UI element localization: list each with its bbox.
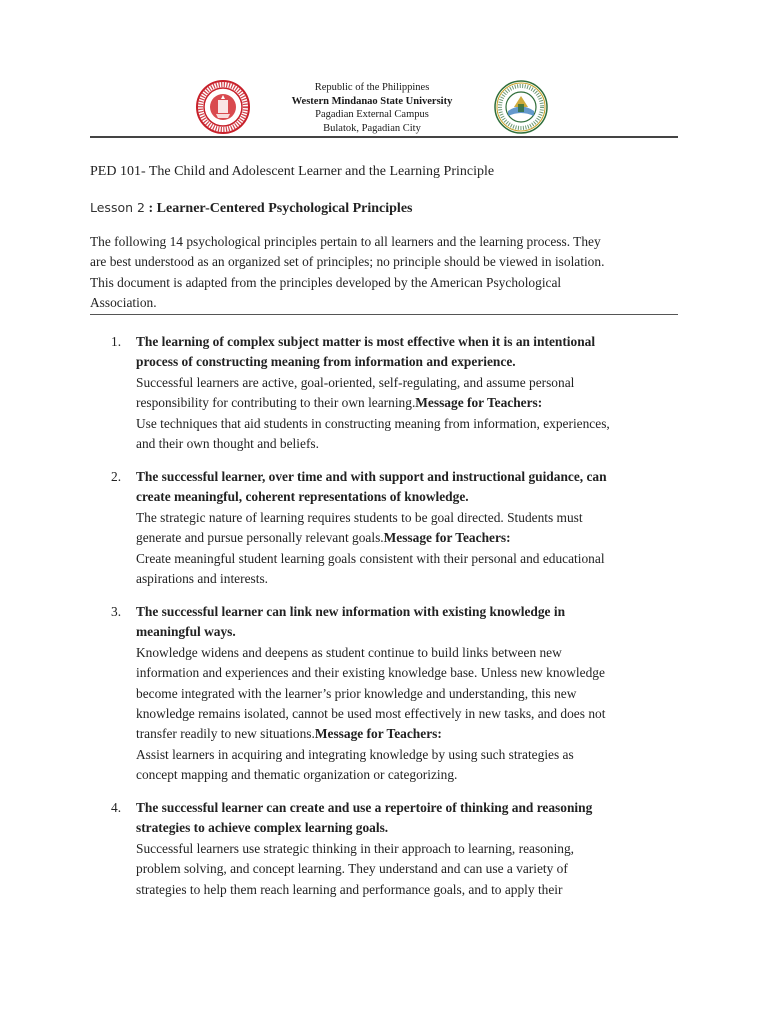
principle-text: transfer readily to new situations. (136, 726, 315, 742)
principle-text-line (136, 393, 676, 413)
principle-text: knowledge remains isolated, cannot be used most effectively in new tasks, and does not (136, 706, 606, 722)
lesson-heading (90, 200, 412, 217)
intro-line: This document is adapted from the principles developed by the American Psychological (90, 274, 562, 290)
message-for-teachers-label: Message for Teachers: (314, 726, 442, 742)
intro-line: Association. (90, 295, 157, 311)
university-header-text (250, 81, 494, 135)
intro-line: The following 14 psychological principles pertain to all learners and the learning process. They (90, 234, 601, 249)
principle-text-line (136, 528, 676, 548)
header-divider (90, 136, 678, 138)
principle-heading: The successful learner, over time and with support and instructional guidance, can (136, 469, 607, 484)
republic-line: Republic of the Philippines (314, 82, 430, 93)
principle-text-line (136, 724, 676, 744)
principle-number: 3. (111, 604, 122, 619)
course-title: PED 101- The Child and Adolescent Learner and the Learning Principle (90, 164, 495, 179)
principle-text: strategies to help them reach learning and performance goals, and to apply their (136, 881, 563, 897)
message-text: aspirations and interests. (136, 571, 269, 587)
message-text: Assist learners in acquiring and integrating knowledge by using such strategies as (136, 746, 574, 762)
message-text: Create meaningful student learning goals consistent with their personal and educational (136, 550, 605, 566)
university-name: Western Mindanao State University (291, 95, 453, 107)
intro-divider (90, 314, 678, 315)
principle-body (136, 602, 676, 786)
principle-text: The strategic nature of learning requires students to be goal directed. Students must (136, 509, 583, 525)
principle-heading: The successful learner can link new information with existing knowledge in (136, 604, 566, 619)
principle-body (136, 332, 676, 454)
message-for-teachers-label: Message for Teachers: (383, 530, 511, 546)
principle-number: 1. (111, 334, 122, 349)
lesson-colon: : (144, 201, 157, 216)
lesson-title: Learner-Centered Psychological Principles (156, 201, 413, 216)
principle-text: generate and pursue personally relevant goals. (136, 530, 384, 546)
letterhead (0, 74, 768, 138)
message-text: and their own thought and beliefs. (136, 436, 319, 452)
principle-text: responsibility for contributing to their own learning. (136, 395, 416, 411)
principle-text: Successful learners are active, goal-oriented, self-regulating, and assume personal (136, 374, 575, 390)
principle-heading: process of constructing meaning from information and experience. (136, 354, 516, 370)
principle-text: Successful learners use strategic thinking in their approach to learning, reasoning, (136, 840, 575, 856)
principle-body (136, 798, 676, 900)
principle-heading: The learning of complex subject matter is most effective when it is an intentional (136, 334, 596, 349)
intro-line: are best understood as an organized set of principles; no principle should be viewed in isolation. (90, 254, 605, 270)
principle-number: 2. (111, 469, 122, 484)
message-text: Use techniques that aid students in constructing meaning from information, experiences, (136, 415, 610, 431)
message-text: concept mapping and thematic organization or categorizing. (136, 767, 458, 783)
principle-text: information and experiences and their existing knowledge base. Unless new knowledge (136, 665, 605, 681)
intro-paragraph (90, 232, 680, 314)
wmsu-seal-icon (196, 80, 250, 134)
principle-heading: create meaningful, coherent representations of knowledge. (136, 489, 469, 505)
principle-body (136, 467, 676, 589)
principle-text: problem solving, and concept learning. They understand and can use a variety of (136, 861, 568, 877)
message-for-teachers-label: Message for Teachers: (415, 395, 543, 411)
principle-text: Knowledge widens and deepens as student continue to build links between new (136, 644, 562, 660)
principle-heading: strategies to achieve complex learning goals. (136, 820, 389, 836)
pagadian-campus-seal-icon (494, 80, 548, 134)
lesson-number: Lesson 2 (90, 200, 145, 215)
principle-heading: meaningful ways. (136, 624, 236, 640)
campus-name: Pagadian External Campus (315, 109, 429, 121)
principle-number: 4. (111, 800, 122, 815)
principle-text: become integrated with the learner’s prior knowledge and understanding, this new (136, 685, 577, 701)
principle-heading: The successful learner can create and use a repertoire of thinking and reasoning (136, 800, 593, 815)
campus-address: Bulatok, Pagadian City (323, 122, 421, 134)
